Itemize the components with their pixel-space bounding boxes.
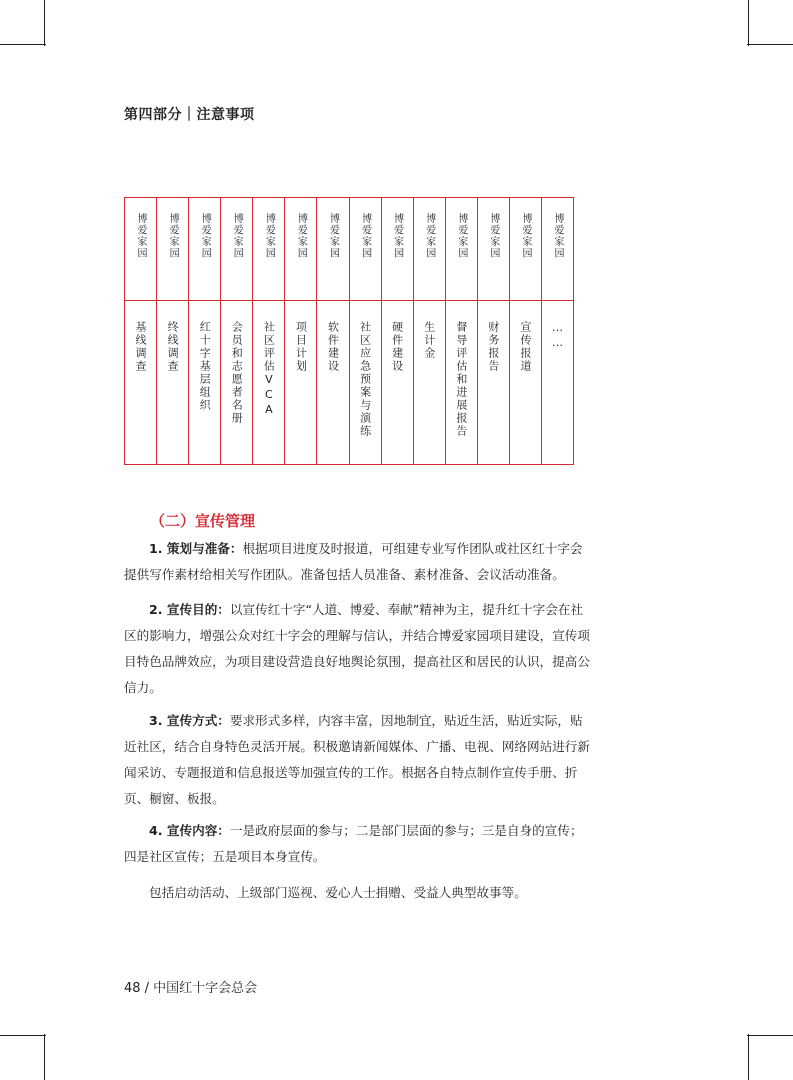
label-project-name: 博爱家园 — [199, 213, 211, 259]
label-project-name: 博爱家园 — [552, 213, 564, 259]
file-label-column — [285, 198, 317, 464]
label-bottom-cell — [189, 301, 220, 464]
file-label-column — [317, 198, 349, 464]
label-project-name: 博爱家园 — [455, 213, 467, 259]
file-label-column — [189, 198, 221, 464]
label-file-type: 终线调查 — [166, 321, 180, 373]
label-file-type: 督导评估和进展报告 — [454, 321, 468, 438]
file-label-column — [350, 198, 382, 464]
label-top-cell — [478, 198, 509, 301]
label-top-cell — [446, 198, 477, 301]
label-bottom-cell — [478, 301, 509, 464]
label-project-name: 博爱家园 — [135, 213, 147, 259]
label-top-cell — [350, 198, 381, 301]
label-file-type: 红十字基层组织 — [198, 321, 212, 412]
file-label-table — [124, 197, 574, 465]
label-bottom-cell — [221, 301, 252, 464]
label-bottom-cell — [285, 301, 316, 464]
label-top-cell — [189, 198, 220, 301]
crop-mark — [747, 1035, 793, 1036]
label-project-name: 博爱家园 — [327, 213, 339, 259]
paragraph-text: 一是政府层面的参与；二是部门层面的参与；三是自身的宣传；四是社区宣传；五是项目本身宣传。 — [124, 823, 583, 864]
paragraph-text: 包括启动活动、上级部门巡视、爱心人士捐赠、受益人典型故事等。 — [149, 885, 527, 900]
paragraph-text: 以宣传红十字“人道、博爱、奉献”精神为主，提升红十字会在社区的影响力，增强公众对红十字会的理解与信认，并结合博爱家园项目建设，宣传项目特色品牌效应，为项目建设营造良好地舆论氛围，提高社区和居民的认识，提高公信力。 — [124, 602, 590, 695]
label-file-type: 项目计划 — [294, 321, 308, 373]
file-label-column — [125, 198, 157, 464]
label-top-cell — [253, 198, 284, 301]
label-project-name: 博爱家园 — [295, 213, 307, 259]
label-project-name: 博爱家园 — [231, 213, 243, 259]
label-top-cell — [542, 198, 573, 301]
paragraph-text: 根据项目进度及时报道，可组建专业写作团队或社区红十字会提供写作素材给相关写作团队。准备包括人员准备、素材准备、会议活动准备。 — [124, 541, 583, 582]
paragraph-methods — [124, 708, 590, 812]
crop-mark — [44, 0, 45, 46]
crop-mark — [44, 1034, 45, 1080]
paragraph-lead: 2. 宣传目的： — [149, 602, 230, 617]
label-bottom-cell — [542, 301, 573, 464]
crop-mark — [747, 44, 793, 45]
file-label-column — [510, 198, 542, 464]
label-top-cell — [157, 198, 188, 301]
file-label-column — [157, 198, 189, 464]
paragraph-text: 要求形式多样，内容丰富，因地制宜，贴近生活，贴近实际，贴近社区，结合自身特色灵活开展。积极邀请新闻媒体、广播、电视、网络网站进行新闻采访、专题报道和信息报送等加强宣传的工作。根据各自特点制作宣传手册、折页、橱窗、板报。 — [124, 713, 590, 806]
paragraph-lead: 1. 策划与准备： — [149, 541, 243, 556]
paragraph-content — [124, 818, 590, 870]
label-project-name: 博爱家园 — [423, 213, 435, 259]
section-title: （二）宣传管理 — [150, 512, 256, 530]
crop-mark — [0, 44, 46, 45]
file-label-column — [478, 198, 510, 464]
label-top-cell — [221, 198, 252, 301]
label-top-cell — [285, 198, 316, 301]
label-file-type: 会员和志愿者名册 — [230, 321, 244, 425]
label-top-cell — [125, 198, 156, 301]
file-label-column — [414, 198, 446, 464]
label-file-type: 生计金 — [422, 321, 436, 360]
label-bottom-cell — [350, 301, 381, 464]
label-file-type: 宣传报道 — [518, 321, 532, 373]
crop-mark — [0, 1035, 46, 1036]
label-bottom-cell — [446, 301, 477, 464]
paragraph-includes — [124, 880, 590, 906]
file-label-column — [382, 198, 414, 464]
page-footer: 48 / 中国红十字会总会 — [124, 981, 258, 996]
page-header: 第四部分｜注意事项 — [124, 107, 255, 123]
label-project-name: 博爱家园 — [519, 213, 531, 259]
label-file-type: 社区评估VCA — [262, 321, 276, 418]
crop-mark — [748, 0, 749, 46]
label-top-cell — [510, 198, 541, 301]
label-project-name: 博爱家园 — [391, 213, 403, 259]
label-bottom-cell — [382, 301, 413, 464]
label-top-cell — [382, 198, 413, 301]
file-label-column — [446, 198, 478, 464]
paragraph-lead: 3. 宣传方式： — [149, 713, 230, 728]
label-file-type: 社区应急预案与演练 — [358, 321, 372, 438]
label-file-type: 软件建设 — [326, 321, 340, 373]
label-bottom-cell — [157, 301, 188, 464]
paragraph-lead: 4. 宣传内容： — [149, 823, 230, 838]
label-project-name: 博爱家园 — [359, 213, 371, 259]
label-file-type: 财务报告 — [486, 321, 500, 373]
label-project-name: 博爱家园 — [167, 213, 179, 259]
label-bottom-cell — [414, 301, 445, 464]
label-project-name: 博爱家园 — [263, 213, 275, 259]
file-label-column — [253, 198, 285, 464]
label-file-type: 基线调查 — [134, 321, 148, 373]
label-top-cell — [414, 198, 445, 301]
label-top-cell — [317, 198, 348, 301]
label-bottom-cell — [253, 301, 284, 464]
label-file-type: 硬件建设 — [390, 321, 404, 373]
paragraph-planning — [124, 536, 590, 588]
paragraph-purpose — [124, 597, 590, 701]
label-bottom-cell — [125, 301, 156, 464]
label-file-type: …… — [551, 321, 565, 351]
crop-mark — [748, 1034, 749, 1080]
label-bottom-cell — [510, 301, 541, 464]
label-bottom-cell — [317, 301, 348, 464]
file-label-column — [221, 198, 253, 464]
label-project-name: 博爱家园 — [487, 213, 499, 259]
file-label-column — [542, 198, 573, 464]
